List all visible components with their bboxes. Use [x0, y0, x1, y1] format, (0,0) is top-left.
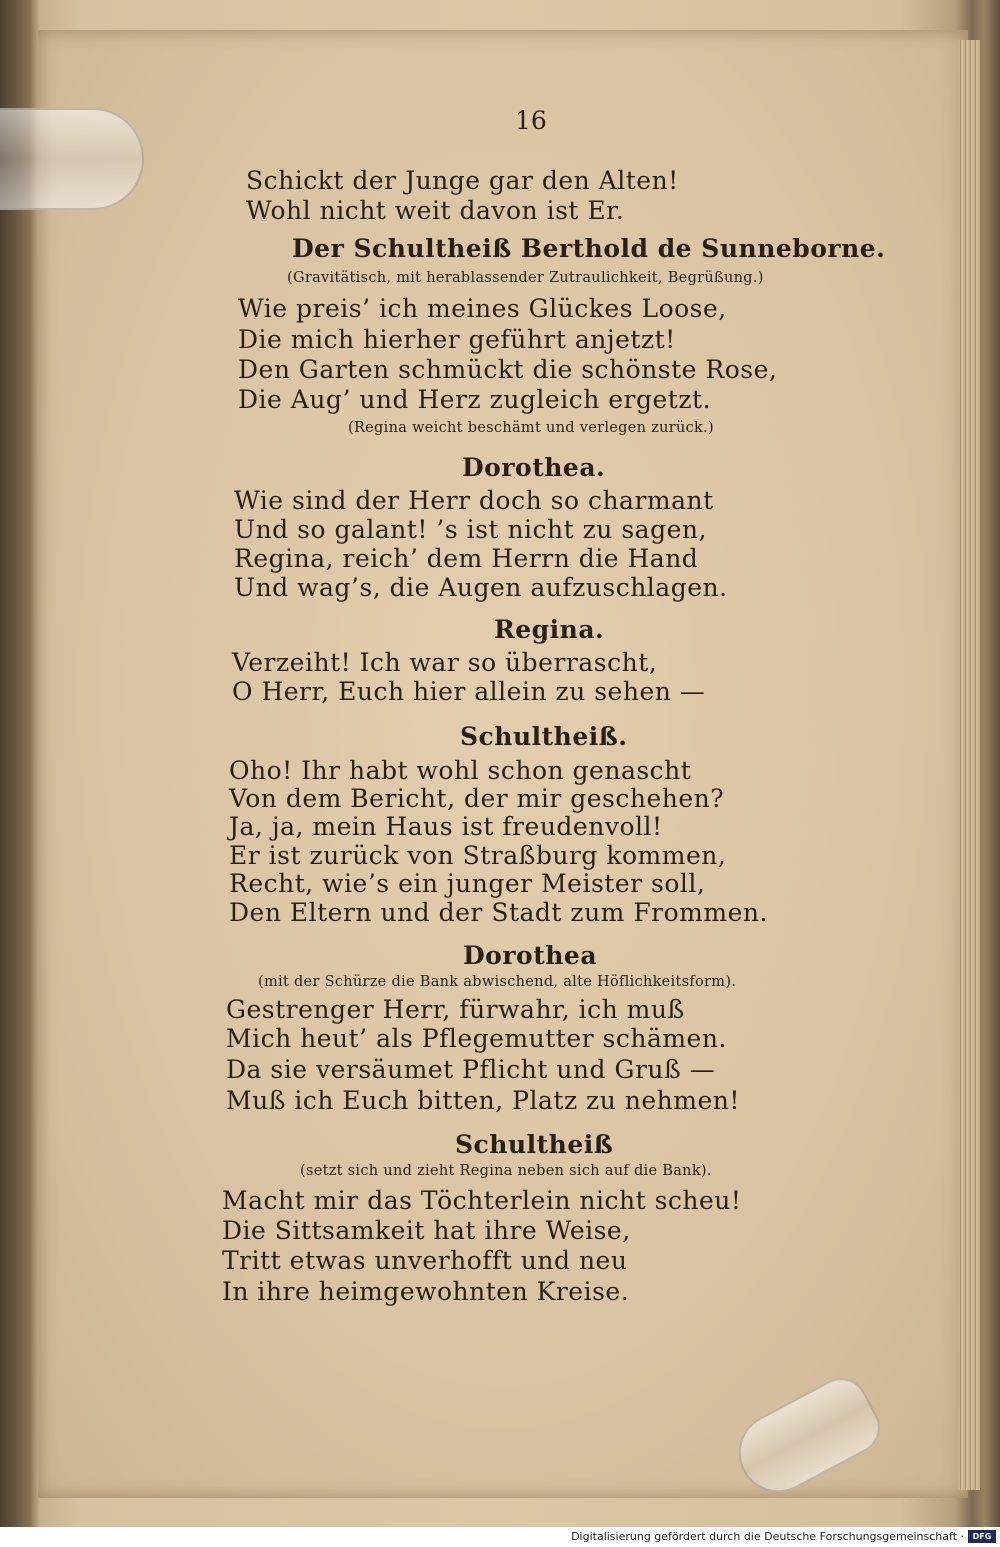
verse-line: Den Eltern und der Stadt zum Frommen. [229, 898, 768, 927]
verse-line: Schickt der Junge gar den Alten! [246, 166, 679, 195]
funding-notice: Digitalisierung gefördert durch die Deutsche Forschungsgemeinschaft · [571, 1530, 964, 1543]
verse-line: Gestrenger Herr, fürwahr, ich muß [226, 995, 685, 1024]
stage-direction: (setzt sich und zieht Regina neben sich auf die Bank). [300, 1163, 712, 1179]
verse-line: Die Aug’ und Herz zugleich ergetzt. [238, 385, 712, 414]
verse-line: Recht, wie’s ein junger Meister soll, [229, 869, 706, 898]
speaker-heading: Regina. [494, 615, 605, 644]
verse-line: Er ist zurück von Straßburg kommen, [229, 841, 727, 870]
speaker-heading: Schultheiß [455, 1130, 614, 1159]
verse-line: Tritt etwas unverhofft und neu [222, 1246, 628, 1275]
verse-line: Wie preis’ ich meines Glückes Loose, [238, 294, 727, 323]
verse-line: Oho! Ihr habt wohl schon genascht [229, 756, 692, 785]
digitization-footer [0, 1527, 1000, 1547]
verse-line: Die mich hierher geführt anjetzt! [238, 325, 676, 354]
verse-line: Und wag’s, die Augen aufzuschlagen. [234, 573, 728, 602]
dfg-logo-icon: DFG [968, 1530, 996, 1543]
speaker-heading: Dorothea. [462, 453, 606, 482]
verse-line: Verzeiht! Ich war so überrascht, [232, 648, 658, 677]
verse-line: Macht mir das Töchterlein nicht scheu! [222, 1186, 742, 1215]
verse-line: Wohl nicht weit davon ist Er. [246, 196, 625, 225]
verse-line: Wie sind der Herr doch so charmant [234, 486, 714, 515]
verse-line: O Herr, Euch hier allein zu sehen — [232, 677, 706, 706]
verse-line: Ja, ja, mein Haus ist freudenvoll! [229, 812, 663, 841]
verse-line: Muß ich Euch bitten, Platz zu nehmen! [226, 1086, 740, 1115]
speaker-heading: Dorothea [463, 941, 598, 970]
stage-direction: (Gravitätisch, mit herablassender Zutraulichkeit, Begrüßung.) [287, 270, 764, 286]
speaker-heading: Schultheiß. [460, 722, 628, 751]
stage-direction: (Regina weicht beschämt und verlegen zurück.) [348, 420, 715, 436]
verse-line: In ihre heimgewohnten Kreise. [222, 1277, 630, 1306]
page-number: 16 [515, 106, 547, 135]
verse-line: Von dem Bericht, der mir geschehen? [229, 784, 725, 813]
speaker-heading: Der Schultheiß Berthold de Sunneborne. [292, 234, 886, 263]
verse-line: Und so galant! ’s ist nicht zu sagen, [234, 515, 707, 544]
verse-line: Regina, reich’ dem Herrn die Hand [234, 544, 699, 573]
verse-line: Die Sittsamkeit hat ihre Weise, [222, 1216, 631, 1245]
verse-line: Da sie versäumet Pflicht und Gruß — [226, 1055, 716, 1084]
stage-direction: (mit der Schürze die Bank abwischend, alte Höflichkeitsform). [258, 974, 737, 990]
verse-line: Mich heut’ als Pflegemutter schämen. [226, 1024, 727, 1053]
verse-line: Den Garten schmückt die schönste Rose, [238, 355, 778, 384]
